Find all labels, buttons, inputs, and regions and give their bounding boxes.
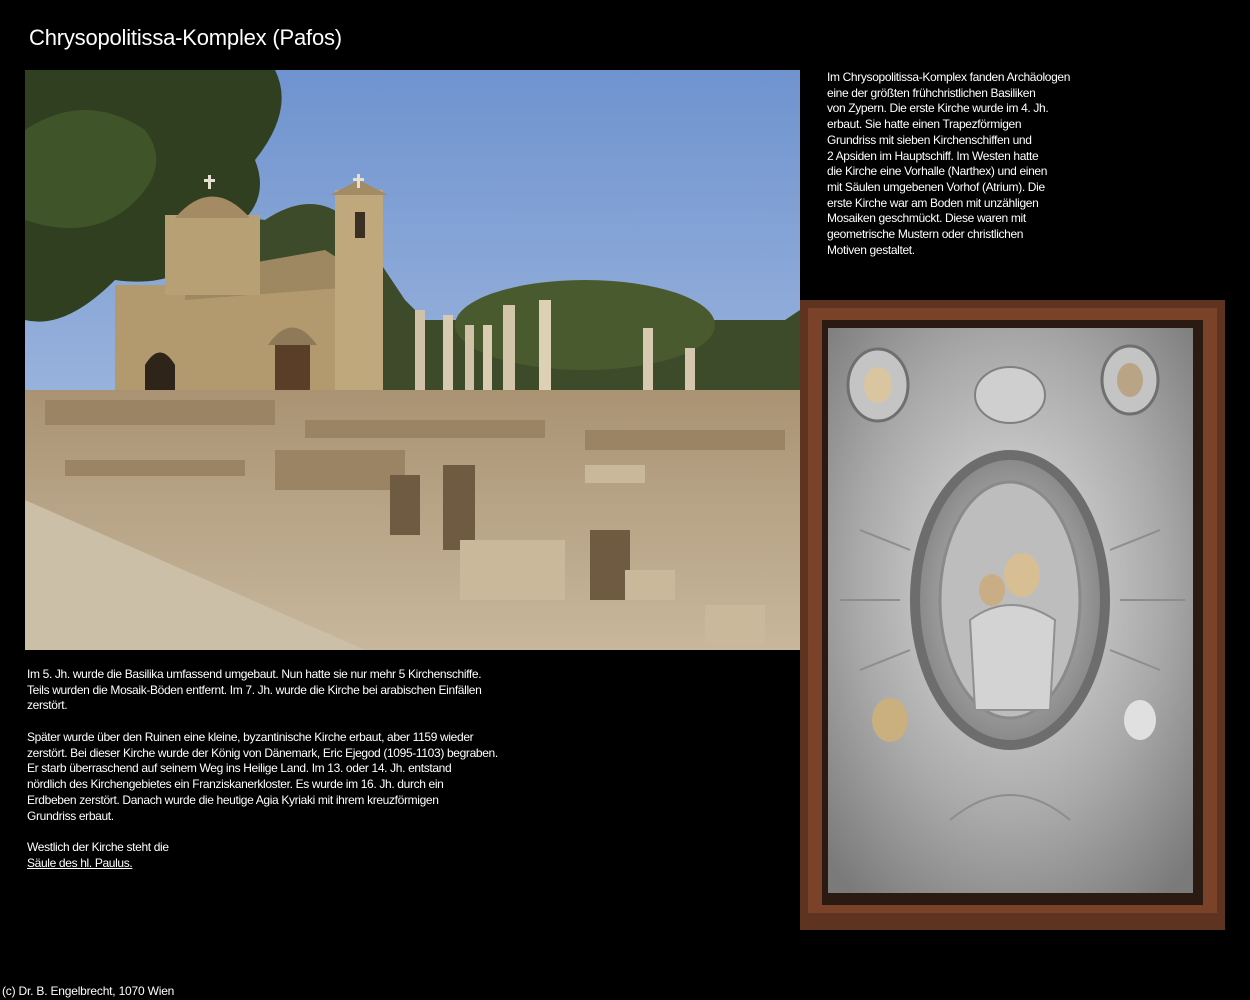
church-ruins-image bbox=[25, 70, 800, 650]
page-title: Chrysopolitissa-Komplex (Pafos) bbox=[29, 25, 342, 50]
history-paragraph-3 bbox=[27, 840, 347, 871]
paulus-intro-text: Westlich der Kirche steht die bbox=[27, 840, 169, 854]
paulus-column-link[interactable]: Säule des hl. Paulus. bbox=[27, 855, 133, 870]
history-paragraph-2: Später wurde über den Ruinen eine kleine, byzantinische Kirche erbaut, aber 1159 wieder zerstört. Bei dieser Kirche wurde der König von Dänemark, Eric Ejegod (1095-1103) begraben. Er starb überraschend auf seinem Weg ins Heilige Land. Im 13. oder 14. Jh. entstand nördlich des Kirchengebietes ein Franziskanerkloster. Es wurde im 16. Jh. durch ein Erdbeben zerstört. Danach wurde die heutige Agia Kyriaki mit ihrem kreuzförmigen Grundriss erbaut. bbox=[27, 730, 498, 823]
church-ruins-photo bbox=[25, 70, 800, 650]
intro-paragraph: Im Chrysopolitissa-Komplex fanden Archäologen eine der größten frühchristlichen Basiliken von Zypern. Die erste Kirche wurde im 4. Jh. erbaut. Sie hatte einen Trapezförmigen Grundriss mit sieben Kirchenschiffen und 2 Apsiden im Hauptschiff. Im Westen hatte die Kirche eine Vorhalle (Narthex) und einen mit Säulen umgebenen Vorhof (Atrium). Die erste Kirche war am Boden mit unzähligen Mosaiken geschmückt. Diese waren mit geometrische Mustern oder christlichen Motiven gestaltet. bbox=[827, 70, 1071, 257]
history-paragraph-1: Im 5. Jh. wurde die Basilika umfassend umgebaut. Nun hatte sie nur mehr 5 Kirchenschiffe. Teils wurden die Mosaik-Böden entfernt. Im 7. Jh. wurde die Kirche bei arabischen Einfällen zerstört. bbox=[27, 667, 482, 713]
silver-icon-image bbox=[800, 300, 1225, 930]
silver-icon-photo bbox=[800, 300, 1225, 930]
copyright-footer: (c) Dr. B. Engelbrecht, 1070 Wien bbox=[2, 984, 175, 998]
